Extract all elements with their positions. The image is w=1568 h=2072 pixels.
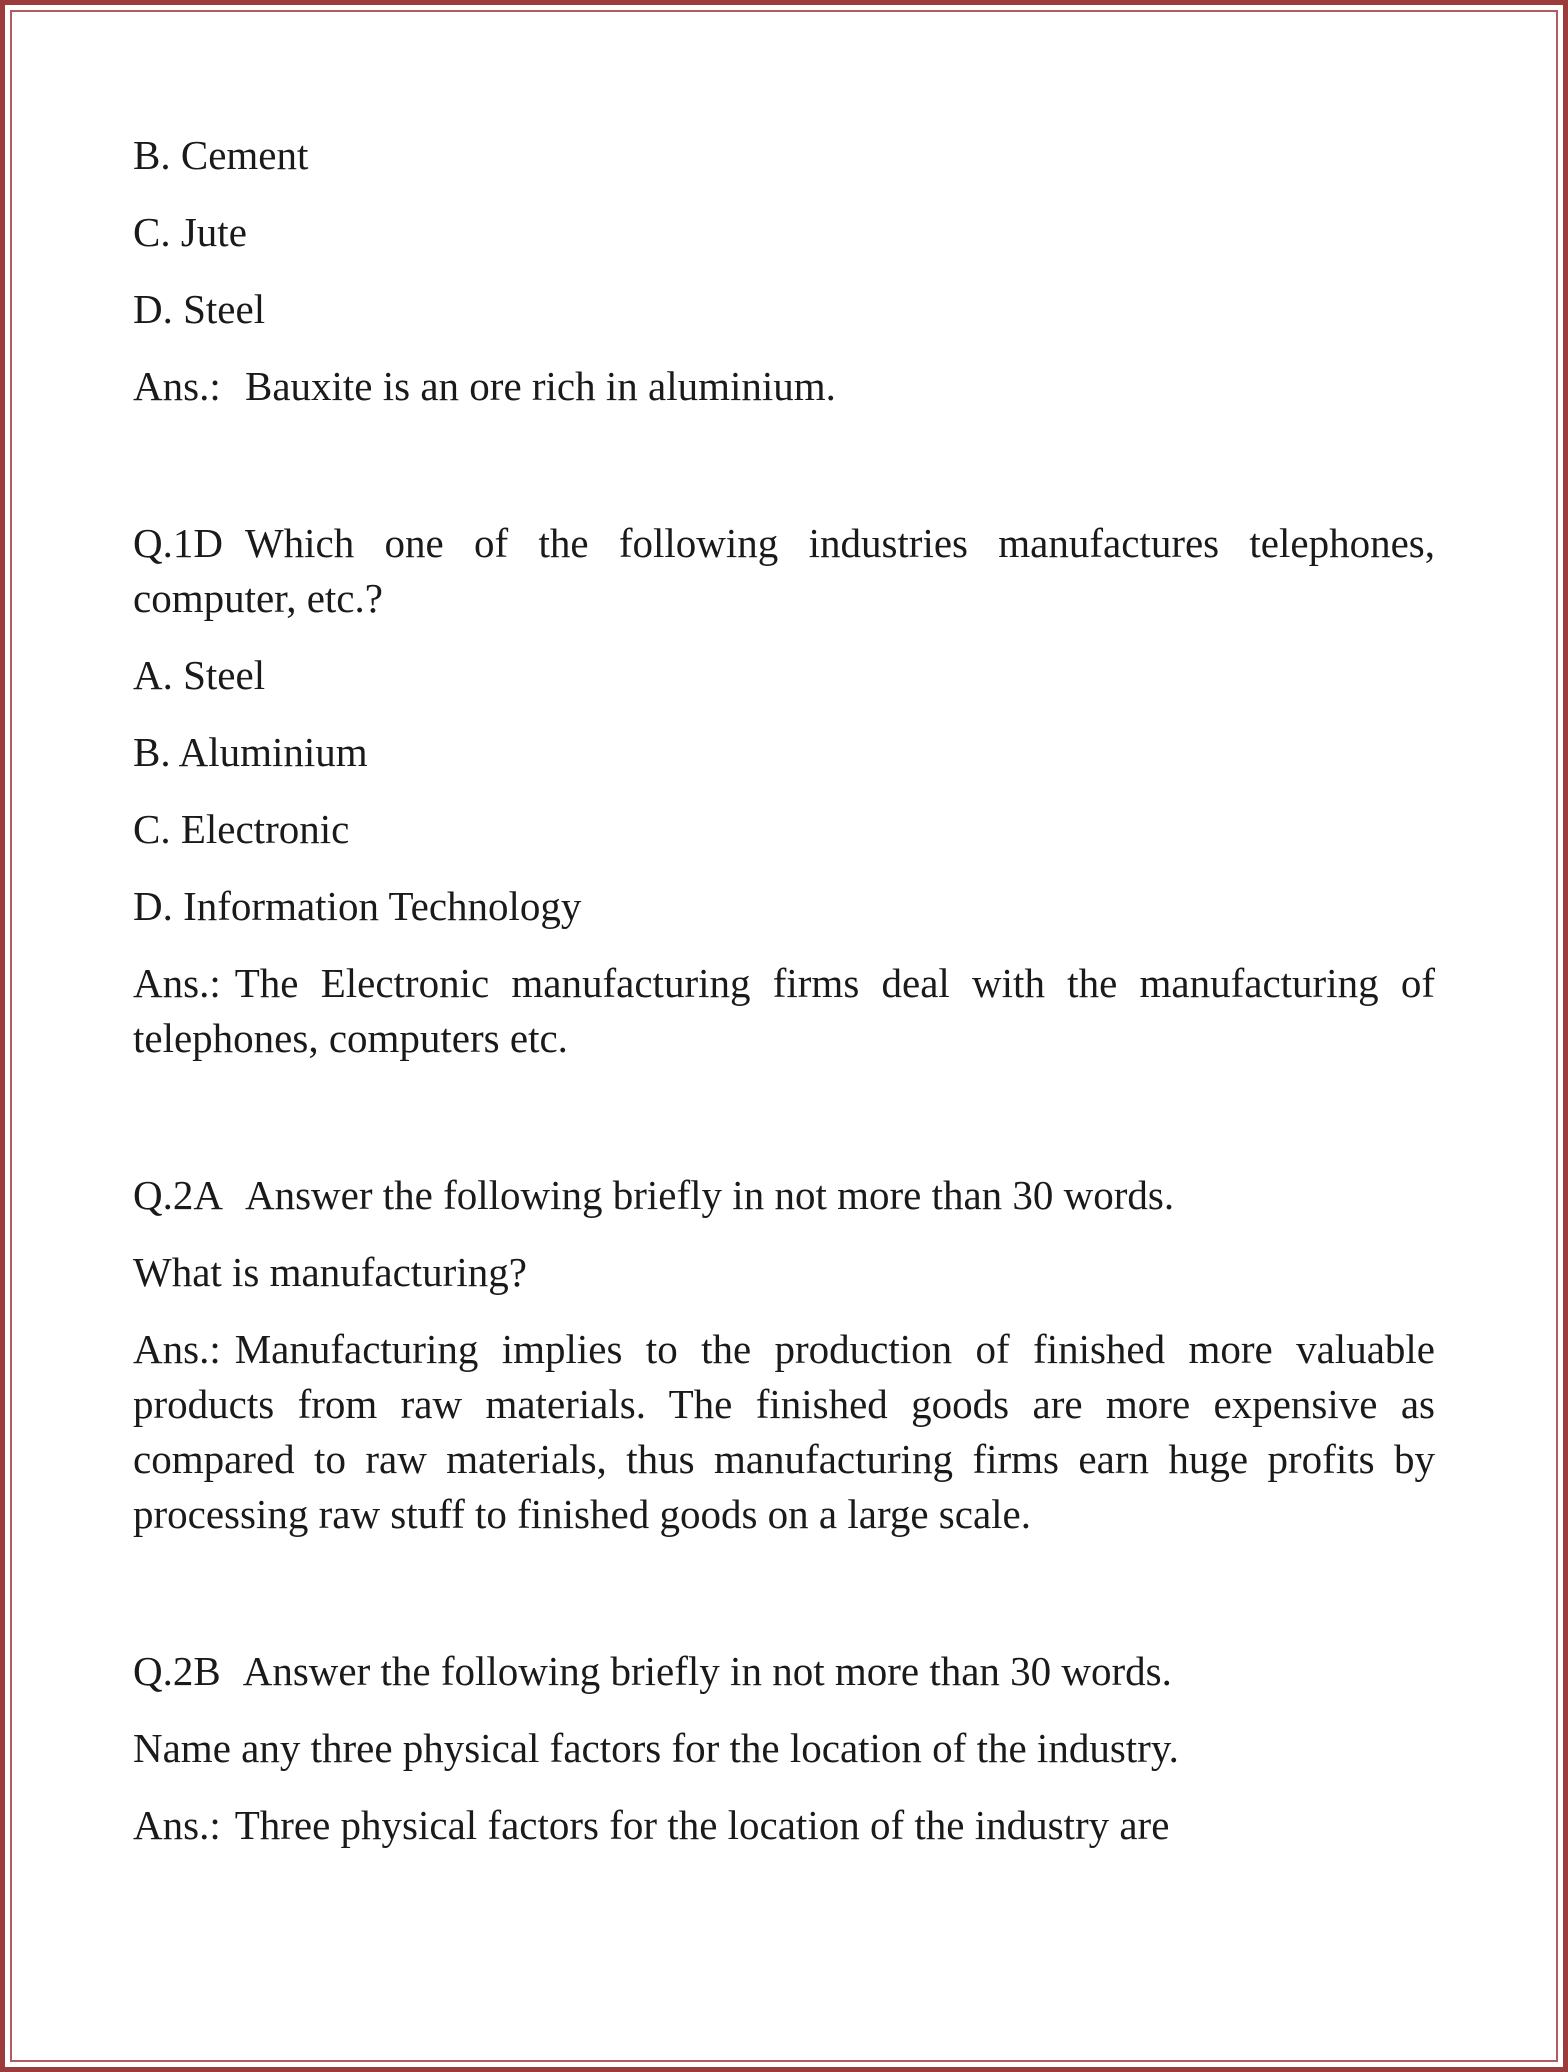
instruction-text: Answer the following briefly in not more than 30 words. [244, 1172, 1175, 1218]
spacer [133, 1088, 1435, 1168]
option-c: C. Electronic [133, 806, 350, 852]
question-text: Name any three physical factors for the location of the industry. [133, 1725, 1179, 1771]
question-instruction [133, 1168, 1435, 1223]
answer-text: Manufacturing implies to the production of finished more valuable products from raw materials. The finished goods are more expensive as compared to raw materials, thus manufacturing firms earn huge profits by processing raw stuff to finished goods on a large scale. [133, 1326, 1435, 1537]
answer-text: Three physical factors for the location of the industry are [234, 1802, 1170, 1848]
answer-label: Ans.: [133, 960, 221, 1006]
option-d: D. Steel [133, 286, 266, 332]
document-body [133, 128, 1435, 1875]
option-c: C. Jute [133, 209, 247, 255]
question-2a [133, 1168, 1435, 1542]
question-number: Q.2B [133, 1648, 221, 1694]
option-b: B. Aluminium [133, 729, 368, 775]
spacer [133, 436, 1435, 516]
answer-text: The Electronic manufacturing firms deal with the manufacturing of telephones, computers etc. [133, 960, 1435, 1061]
answer [133, 359, 1435, 414]
question-number: Q.1D [133, 520, 223, 566]
question-1c [133, 128, 1435, 414]
instruction-text: Answer the following briefly in not more than 30 words. [242, 1648, 1172, 1694]
question-text: What is manufacturing? [133, 1249, 527, 1295]
question-instruction [133, 1644, 1435, 1699]
answer-label: Ans.: [133, 1326, 221, 1372]
question-1d [133, 516, 1435, 1066]
spacer [133, 1564, 1435, 1644]
answer [133, 956, 1435, 1066]
answer [133, 1798, 1435, 1853]
question-text [133, 516, 1435, 626]
option-d: D. Information Technology [133, 883, 582, 929]
question-2b [133, 1644, 1435, 1853]
answer [133, 1322, 1435, 1542]
answer-label: Ans.: [133, 363, 221, 409]
question-number: Q.2A [133, 1172, 223, 1218]
option-a: A. Steel [133, 652, 266, 698]
question-body: Which one of the following industries manufactures telephones, computer, etc.? [133, 520, 1435, 621]
answer-text: Bauxite is an ore rich in aluminium. [244, 363, 836, 409]
answer-label: Ans.: [133, 1802, 221, 1848]
option-b: B. Cement [133, 132, 309, 178]
